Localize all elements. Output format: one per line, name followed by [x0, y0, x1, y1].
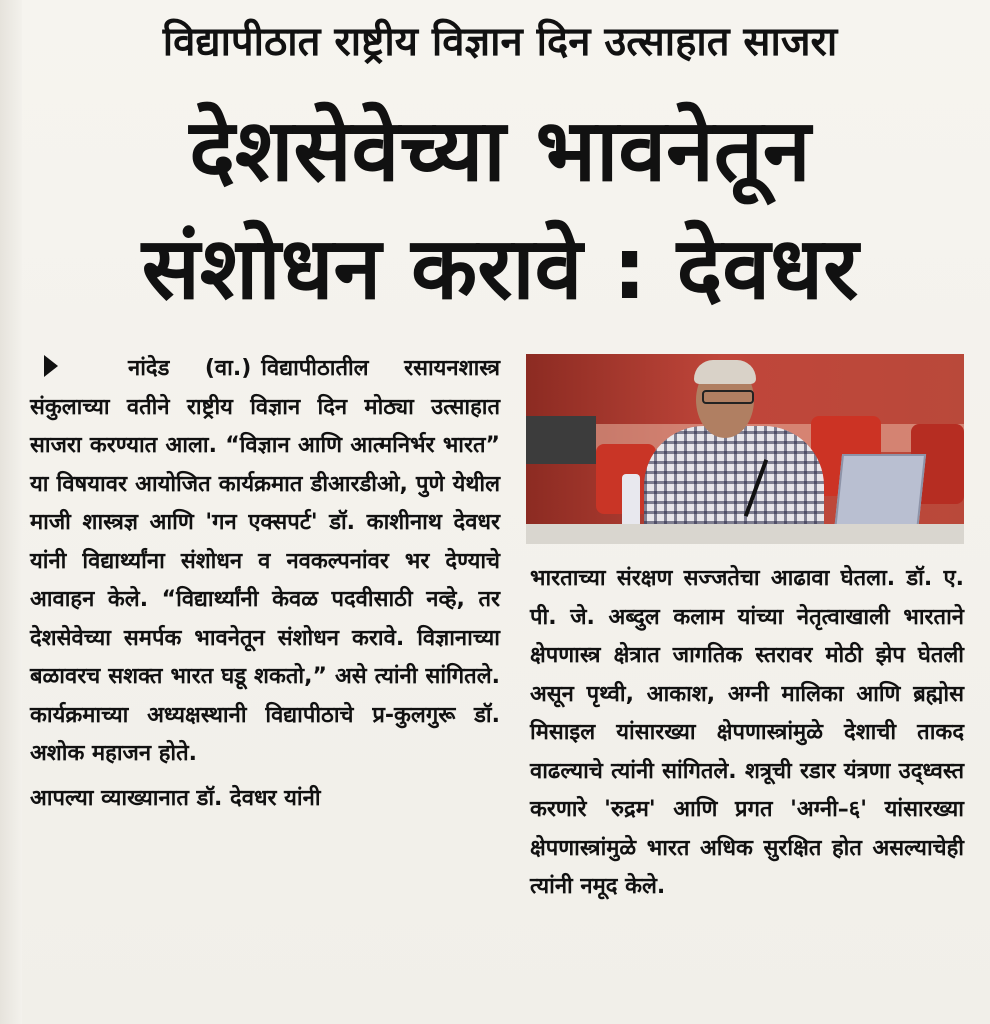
article-photo — [526, 354, 964, 544]
dateline: नांदेड (वा.) — [128, 356, 252, 381]
triangle-bullet-icon — [44, 355, 58, 377]
article-column-left — [30, 350, 500, 818]
paragraph-text: विद्यापीठातील रसायनशास्त्र संकुलाच्या वतीने राष्ट्रीय विज्ञान दिन मोठ्या उत्साहात साजरा करण्यात आला. “विज्ञान आणि आत्मनिर्भर भारत” या विषयावर आयोजित कार्यक्रमात डीआरडीओ, पुणे येथील माजी शास्त्रज्ञ आणि 'गन एक्सपर्ट' डॉ. काशीनाथ देवधर यांनी विद्यार्थ्यांना संशोधन व नवकल्पनांवर भर देण्याचे आवाहन केले. “विद्यार्थ्यांनी केवळ पदवीसाठी नव्हे, तर देशसेवेच्या समर्पक भावनेतून संशोधन करावे. विज्ञानाच्या बळावरच सशक्त भारत घडू शकतो,” असे त्यांनी सांगितले. कार्यक्रमाच्या अध्यक्षस्थानी विद्यापीठाचे प्र-कुलगुरू डॉ. अशोक महाजन होते. — [30, 356, 501, 766]
article-column-right — [530, 560, 964, 907]
laptop-icon — [834, 454, 926, 532]
article-paragraph — [30, 350, 500, 774]
headline-line-1: देशसेवेच्या भावनेतून — [189, 101, 811, 201]
article-paragraph: भारताच्या संरक्षण सज्जतेचा आढावा घेतला. डॉ. ए. पी. जे. अब्दुल कलाम यांच्या नेतृत्वाखाली भारताने क्षेपणास्त्र क्षेत्रात जागतिक स्तरावर मोठी झेप घेतली असून पृथ्वी, आकाश, अग्नी मालिका आणि ब्रह्मोस मिसाइल यांसारख्या क्षेपणास्त्रांमुळे देशाची ताकद वाढल्याचे त्यांनी सांगितले. शत्रूची रडार यंत्रणा उद्ध्वस्त करणारे 'रुद्रम' आणि प्रगत 'अग्नी–६' यांसारख्या क्षेपणास्त्रांमुळे भारत अधिक सुरक्षित होत असल्याचेही त्यांनी नमूद केले. — [530, 566, 964, 899]
article-paragraph: आपल्या व्याख्यानात डॉ. देवधर यांनी — [30, 785, 321, 811]
kicker-headline: विद्यापीठात राष्ट्रीय विज्ञान दिन उत्साहात साजरा — [162, 19, 838, 65]
headline-line-2: संशोधन करावे : देवधर — [141, 219, 859, 319]
page-edge — [0, 0, 22, 1024]
